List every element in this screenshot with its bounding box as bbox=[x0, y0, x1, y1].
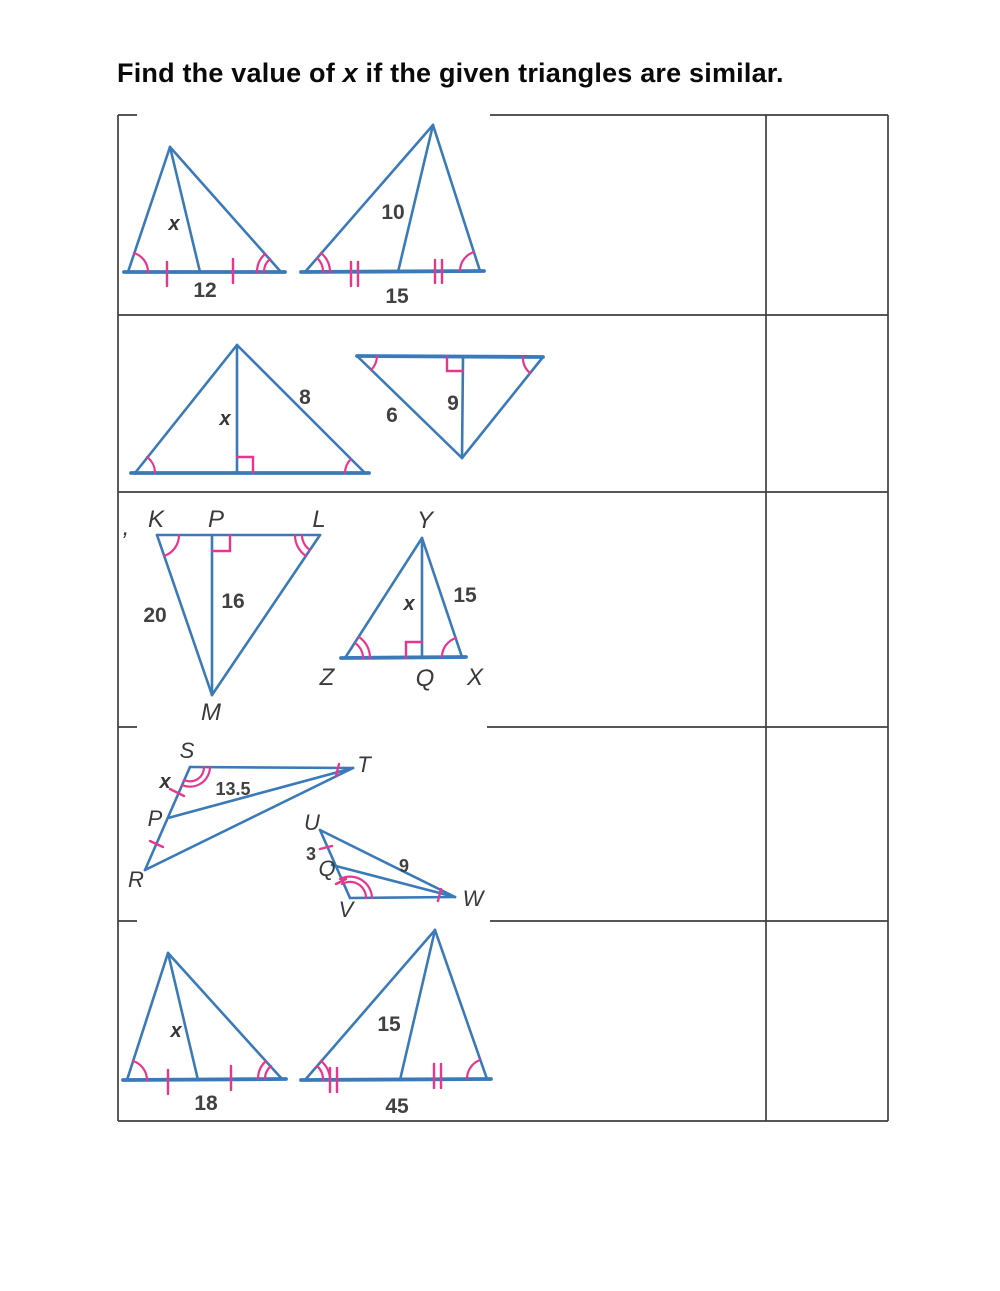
base-label: 15 bbox=[385, 285, 409, 308]
vertex-label-Z: Z bbox=[319, 664, 335, 691]
cevian-label: 15 bbox=[377, 1013, 401, 1036]
vertex-label-W: W bbox=[462, 886, 484, 911]
altitude-label: 16 bbox=[221, 590, 245, 613]
vertex-label-S: S bbox=[179, 738, 195, 763]
vertex-label-T: T bbox=[357, 752, 371, 777]
title-prefix: Find the value of bbox=[117, 58, 343, 88]
vertex-label-Q: Q bbox=[415, 665, 435, 692]
segment-label: x bbox=[159, 771, 171, 793]
answer-cell-row5[interactable] bbox=[767, 922, 887, 1120]
base-label: 18 bbox=[194, 1092, 218, 1115]
cevian-label: 10 bbox=[381, 201, 405, 224]
stray-comma-mark: , bbox=[122, 514, 130, 541]
altitude-label: 9 bbox=[447, 392, 459, 415]
side-label: 20 bbox=[143, 604, 167, 627]
vertex-label-U: U bbox=[304, 810, 320, 835]
vertex-label-M: M bbox=[201, 699, 221, 726]
title-variable-x: x bbox=[342, 58, 358, 88]
vertex-label-V: V bbox=[338, 897, 354, 922]
side-label: 15 bbox=[453, 584, 477, 607]
vertex-label-Q: Q bbox=[318, 856, 336, 881]
title-suffix: if the given triangles are similar. bbox=[357, 58, 784, 88]
vertex-label-R: R bbox=[128, 867, 144, 892]
altitude-label: x bbox=[403, 593, 415, 615]
vertex-label-K: K bbox=[147, 506, 165, 533]
vertex-label-P: P bbox=[207, 506, 225, 533]
cevian-label: x bbox=[168, 213, 180, 235]
answer-cell-row3[interactable] bbox=[767, 493, 887, 726]
side-label: 6 bbox=[386, 404, 398, 427]
vertex-label-Y: Y bbox=[416, 507, 434, 534]
base-label: 12 bbox=[193, 279, 217, 302]
segment-label: 3 bbox=[305, 844, 317, 864]
answer-cell-row4[interactable] bbox=[767, 728, 887, 920]
answer-cell-row2[interactable] bbox=[767, 316, 887, 491]
vertex-label-X: X bbox=[466, 664, 484, 691]
cevian-label: x bbox=[170, 1020, 182, 1042]
problem-cell-row4 bbox=[119, 728, 765, 920]
problem-cell-row3 bbox=[119, 493, 765, 726]
side-label: 8 bbox=[299, 386, 311, 409]
cevian-label: 13.5 bbox=[215, 779, 251, 799]
problem-cell-row1 bbox=[119, 116, 765, 314]
problem-cell-row2 bbox=[119, 316, 765, 491]
vertex-label-P: P bbox=[147, 806, 163, 831]
altitude-label: x bbox=[219, 408, 231, 430]
answer-cell-row1[interactable] bbox=[767, 116, 887, 314]
problem-cell-row5 bbox=[119, 922, 765, 1120]
base-label: 45 bbox=[385, 1095, 409, 1118]
cevian-label: 9 bbox=[398, 856, 410, 876]
vertex-label-L: L bbox=[312, 506, 326, 533]
